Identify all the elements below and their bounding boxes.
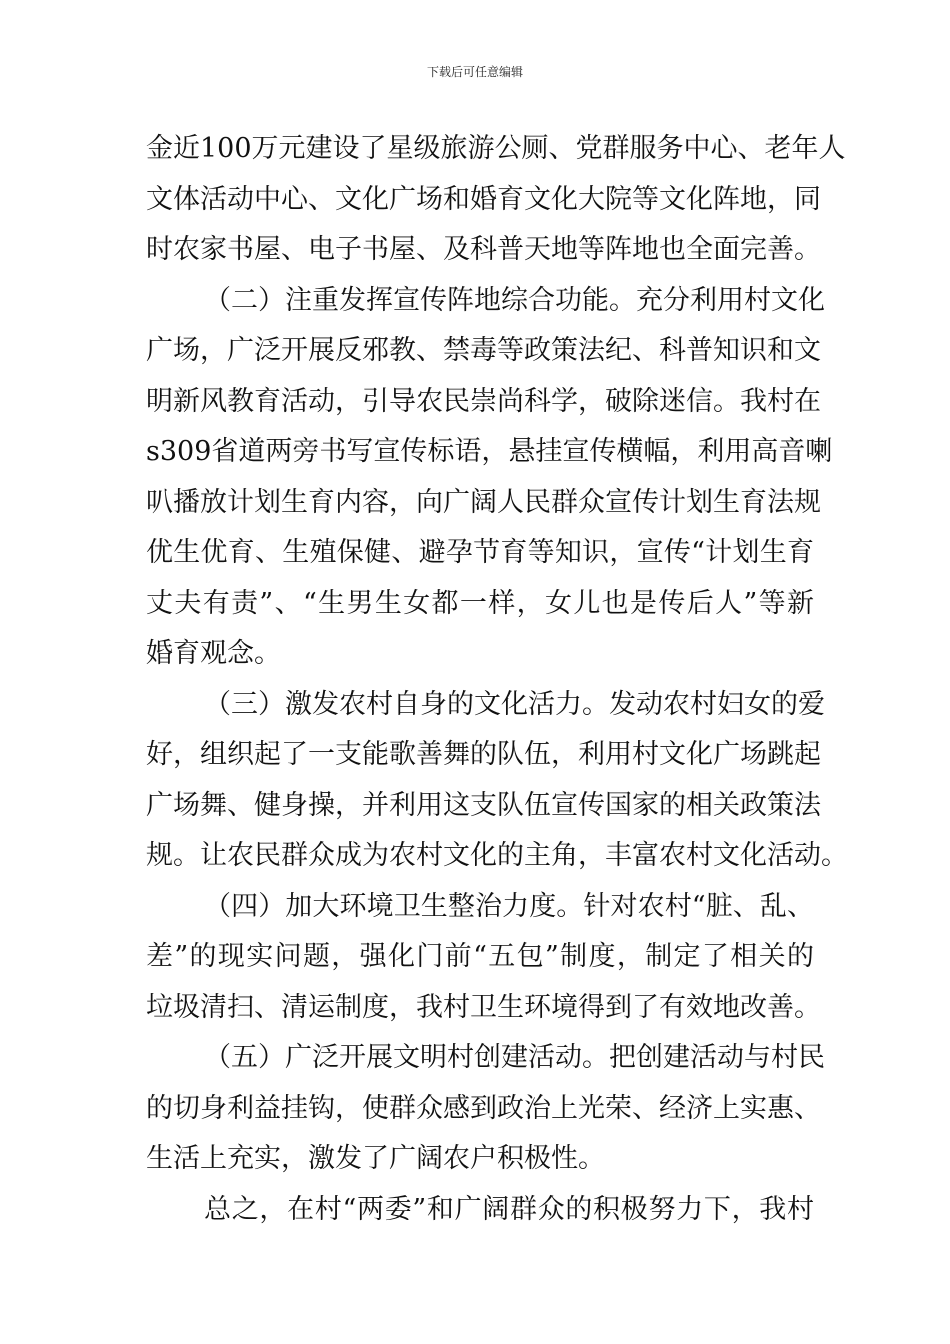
text-line: （四）加大环境卫生整治力度。针对农村“脏、乱、 bbox=[204, 890, 814, 922]
page-header: 下载后可任意编辑 bbox=[426, 65, 523, 79]
text-line: 垃圾清扫、清运制度，我村卫生环境得到了有效地改善。 bbox=[146, 991, 821, 1023]
text-line: 金近100万元建设了星级旅游公厕、党群服务中心、老年人 bbox=[146, 133, 846, 164]
text-line: （二）注重发挥宣传阵地综合功能。充分利用村文化 bbox=[204, 284, 825, 316]
text-line: 时农家书屋、电子书屋、及科普天地等阵地也全面完善。 bbox=[146, 234, 821, 265]
text-line: （五）广泛开展文明村创建活动。把创建活动与村民 bbox=[204, 1042, 825, 1073]
text-line: （三）激发农村自身的文化活力。发动农村妇女的爱 bbox=[204, 688, 825, 720]
text-line: 生活上充实，激发了广阔农户积极性。 bbox=[146, 1143, 605, 1174]
text-line: 丈夫有责”、“生男生女都一样，女儿也是传后人”等新 bbox=[146, 587, 814, 619]
paragraph-1 bbox=[146, 124, 846, 276]
text-line: 广场舞、健身操，并利用这支队伍宣传国家的相关政策法 bbox=[146, 789, 821, 821]
text-line: 规。让农民群众成为农村文化的主角，丰富农村文化活动。 bbox=[146, 840, 848, 871]
paragraph-6 bbox=[146, 1185, 814, 1236]
text-line: s309省道两旁书写宣传标语，悬挂宣传横幅，利用高音喇 bbox=[146, 436, 833, 467]
paragraph-2 bbox=[146, 276, 833, 680]
text-line: 优生优育、生殖保健、避孕节育等知识，宣传“计划生育 bbox=[146, 537, 814, 568]
paragraph-4 bbox=[146, 882, 821, 1034]
paragraph-5 bbox=[146, 1033, 825, 1185]
text-line: 文体活动中心、文化广场和婚育文化大院等文化阵地，同 bbox=[146, 183, 821, 215]
document-body bbox=[146, 124, 848, 1235]
text-line: 好，组织起了一支能歌善舞的队伍，利用村文化广场跳起 bbox=[146, 739, 821, 770]
text-line: 叭播放计划生育内容，向广阔人民群众宣传计划生育法规 bbox=[146, 486, 821, 518]
text-line: 总之，在村“两委”和广阔群众的积极努力下，我村 bbox=[204, 1193, 814, 1225]
text-line: 广场，广泛开展反邪教、禁毒等政策法纪、科普知识和文 bbox=[146, 335, 821, 366]
text-line: 婚育观念。 bbox=[146, 638, 281, 669]
text-line: 差”的现实问题，强化门前“五包”制度，制定了相关的 bbox=[146, 941, 814, 972]
text-line: 的切身利益挂钩，使群众感到政治上光荣、经济上实惠、 bbox=[146, 1092, 821, 1124]
paragraph-3 bbox=[146, 680, 848, 882]
text-line: 明新风教育活动，引导农民崇尚科学，破除迷信。我村在 bbox=[146, 385, 821, 417]
